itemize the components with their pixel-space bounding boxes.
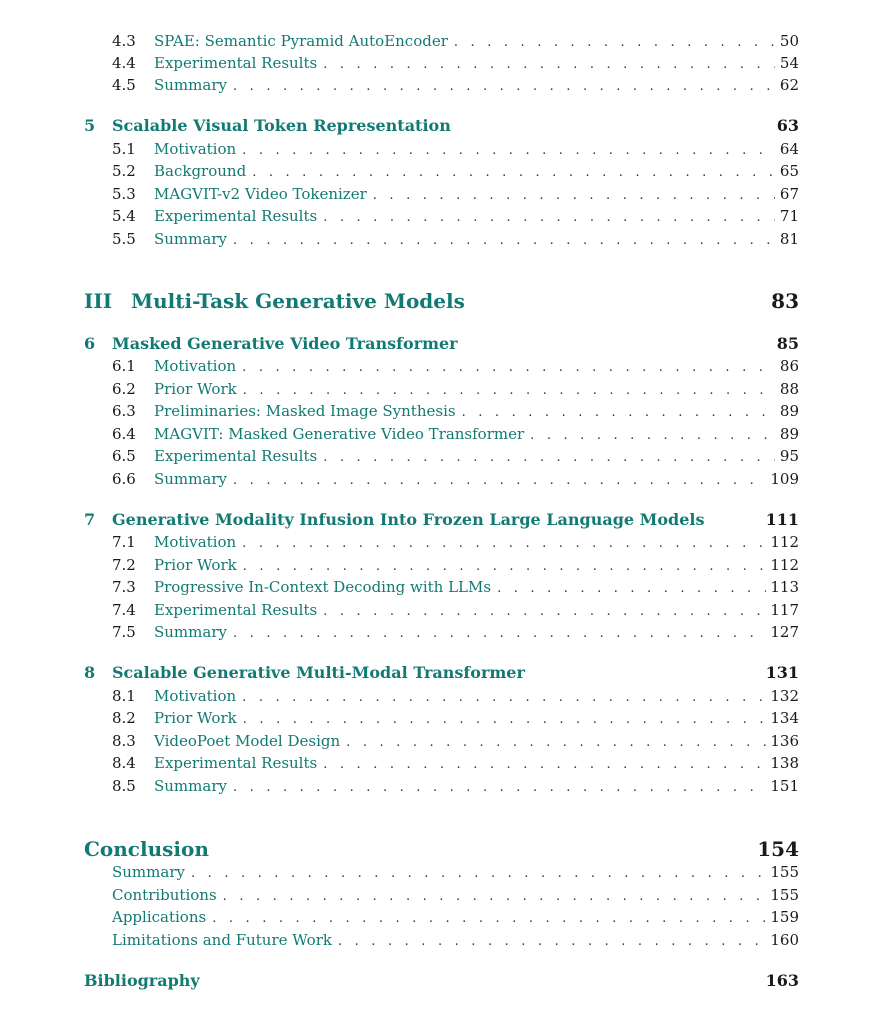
page-number: 127 — [770, 623, 799, 641]
page-number: 154 — [757, 837, 799, 861]
leader-dots — [346, 733, 766, 753]
toc-chapter-8[interactable] — [84, 662, 799, 684]
chapter-number: 8 — [84, 663, 96, 682]
toc-section-7-2[interactable] — [112, 555, 799, 577]
page-number: 62 — [779, 76, 799, 94]
page-number: 136 — [770, 732, 799, 750]
page-number: 132 — [770, 687, 799, 705]
section-title: Motivation — [154, 357, 237, 375]
toc-section-8-4[interactable] — [112, 753, 799, 775]
section-title: Contributions — [112, 886, 217, 904]
toc-conclusion-limitations[interactable] — [112, 930, 799, 952]
section-title: Summary — [154, 470, 227, 488]
page-number: 88 — [779, 380, 799, 398]
toc-section-6-4[interactable] — [112, 424, 799, 446]
leader-dots — [212, 909, 766, 929]
section-title: Preliminaries: Masked Image Synthesis — [154, 402, 456, 420]
toc-section-8-3[interactable] — [112, 731, 799, 753]
page-number: 109 — [770, 470, 799, 488]
page-number: 113 — [770, 578, 799, 596]
leader-dots — [243, 710, 767, 730]
section-number: 4.3 — [112, 32, 136, 50]
page-number: 112 — [770, 533, 799, 551]
page-number: 155 — [770, 863, 799, 881]
section-number: 5.3 — [112, 185, 136, 203]
leader-dots — [373, 186, 775, 206]
page-number: 50 — [779, 32, 799, 50]
section-title: Motivation — [154, 533, 237, 551]
section-title: Background — [154, 162, 247, 180]
leader-dots — [323, 755, 766, 775]
leader-dots — [233, 471, 766, 491]
leader-dots — [252, 163, 775, 183]
toc-section-5-5[interactable] — [112, 229, 799, 251]
toc-section-7-5[interactable] — [112, 622, 799, 644]
section-title: Prior Work — [154, 380, 237, 398]
page-number: 155 — [770, 886, 799, 904]
section-number: 6.2 — [112, 380, 136, 398]
toc-chapter-7[interactable] — [84, 509, 799, 531]
section-title: MAGVIT-v2 Video Tokenizer — [154, 185, 367, 203]
toc-section-8-1[interactable] — [112, 686, 799, 708]
toc-section-4-4[interactable] — [112, 53, 799, 75]
section-number: 7.4 — [112, 601, 136, 619]
leader-dots — [191, 864, 766, 884]
toc-section-5-4[interactable] — [112, 206, 799, 228]
section-number: 8.5 — [112, 777, 136, 795]
leader-dots — [323, 602, 766, 622]
section-number: 8.4 — [112, 754, 136, 772]
page-number: 63 — [776, 116, 799, 135]
toc-conclusion[interactable] — [84, 836, 799, 862]
part-number: III — [84, 289, 113, 313]
conclusion-title: Conclusion — [84, 837, 209, 861]
section-number: 6.4 — [112, 425, 136, 443]
page-number: 159 — [770, 908, 799, 926]
section-number: 6.5 — [112, 447, 136, 465]
toc-section-7-4[interactable] — [112, 600, 799, 622]
leader-dots — [243, 381, 775, 401]
toc-section-8-2[interactable] — [112, 708, 799, 730]
section-title: Motivation — [154, 140, 237, 158]
page-number: 86 — [779, 357, 799, 375]
leader-dots — [323, 448, 775, 468]
section-title: Summary — [154, 623, 227, 641]
page-number: 65 — [779, 162, 799, 180]
section-title: Summary — [112, 863, 185, 881]
page-number: 112 — [770, 556, 799, 574]
section-title: Progressive In-Context Decoding with LLMs — [154, 578, 492, 596]
section-number: 6.1 — [112, 357, 136, 375]
section-title: SPAE: Semantic Pyramid AutoEncoder — [154, 32, 448, 50]
section-number: 5.5 — [112, 230, 136, 248]
section-title: Summary — [154, 76, 227, 94]
section-title: Motivation — [154, 687, 237, 705]
section-number: 4.5 — [112, 76, 136, 94]
toc-conclusion-applications[interactable] — [112, 907, 799, 929]
toc-bibliography[interactable] — [84, 970, 799, 992]
toc-section-8-5[interactable] — [112, 776, 799, 798]
page-number: 67 — [779, 185, 799, 203]
toc-section-6-6[interactable] — [112, 469, 799, 491]
leader-dots — [242, 688, 766, 708]
page-number: 85 — [776, 334, 799, 353]
page-number: 89 — [779, 425, 799, 443]
section-number: 4.4 — [112, 54, 136, 72]
section-number: 7.1 — [112, 533, 136, 551]
section-title: Prior Work — [154, 556, 237, 574]
section-number: 8.1 — [112, 687, 136, 705]
bibliography-title: Bibliography — [84, 971, 200, 990]
leader-dots — [242, 358, 775, 378]
toc-section-5-1[interactable] — [112, 139, 799, 161]
chapter-title: Masked Generative Video Transformer — [112, 334, 458, 353]
page-number: 54 — [779, 54, 799, 72]
page-number: 138 — [770, 754, 799, 772]
leader-dots — [233, 778, 766, 798]
leader-dots — [242, 141, 775, 161]
toc-part-3[interactable] — [84, 288, 799, 314]
section-number: 8.2 — [112, 709, 136, 727]
chapter-number: 5 — [84, 116, 96, 135]
section-number: 5.1 — [112, 140, 136, 158]
section-title: VideoPoet Model Design — [154, 732, 341, 750]
section-number: 8.3 — [112, 732, 136, 750]
leader-dots — [242, 534, 766, 554]
section-title: Prior Work — [154, 709, 237, 727]
page-number: 134 — [770, 709, 799, 727]
toc-section-4-3[interactable] — [112, 31, 799, 53]
section-title: Summary — [154, 230, 227, 248]
section-number: 7.5 — [112, 623, 136, 641]
page-number: 111 — [765, 510, 799, 529]
toc-section-5-2[interactable] — [112, 161, 799, 183]
chapter-title: Scalable Visual Token Representation — [112, 116, 451, 135]
toc-chapter-6[interactable] — [84, 333, 799, 355]
page-number: 81 — [779, 230, 799, 248]
page-number: 95 — [779, 447, 799, 465]
page-number: 83 — [771, 289, 799, 313]
leader-dots — [233, 624, 766, 644]
section-title: MAGVIT: Masked Generative Video Transformer — [154, 425, 525, 443]
leader-dots — [233, 231, 775, 251]
toc-section-7-1[interactable] — [112, 532, 799, 554]
page-number: 131 — [765, 663, 799, 682]
section-number: 7.2 — [112, 556, 136, 574]
toc-section-5-3[interactable] — [112, 184, 799, 206]
page-number: 160 — [770, 931, 799, 949]
section-title: Experimental Results — [154, 754, 318, 772]
toc-section-4-5[interactable] — [112, 75, 799, 97]
section-number: 5.2 — [112, 162, 136, 180]
chapter-number: 6 — [84, 334, 96, 353]
section-number: 7.3 — [112, 578, 136, 596]
page-number: 117 — [770, 601, 799, 619]
section-title: Experimental Results — [154, 447, 318, 465]
toc-section-6-5[interactable] — [112, 446, 799, 468]
section-number: 6.6 — [112, 470, 136, 488]
page-number: 163 — [765, 971, 799, 990]
leader-dots — [233, 77, 775, 97]
section-title: Experimental Results — [154, 601, 318, 619]
leader-dots — [323, 55, 775, 75]
toc-section-6-2[interactable] — [112, 379, 799, 401]
toc-conclusion-summary[interactable] — [112, 862, 799, 884]
section-number: 5.4 — [112, 207, 136, 225]
leader-dots — [530, 426, 775, 446]
toc-section-6-1[interactable] — [112, 356, 799, 378]
page-number: 64 — [779, 140, 799, 158]
leader-dots — [462, 403, 775, 423]
leader-dots — [223, 887, 767, 907]
leader-dots — [497, 579, 766, 599]
toc-section-6-3[interactable] — [112, 401, 799, 423]
chapter-title: Scalable Generative Multi-Modal Transformer — [112, 663, 525, 682]
section-title: Limitations and Future Work — [112, 931, 332, 949]
leader-dots — [323, 208, 775, 228]
toc-section-7-3[interactable] — [112, 577, 799, 599]
page-number: 89 — [779, 402, 799, 420]
page-number: 151 — [770, 777, 799, 795]
toc-conclusion-contributions[interactable] — [112, 885, 799, 907]
section-title: Applications — [112, 908, 207, 926]
leader-dots — [243, 557, 767, 577]
section-title: Experimental Results — [154, 54, 318, 72]
section-title: Experimental Results — [154, 207, 318, 225]
toc-chapter-5[interactable] — [84, 115, 799, 137]
leader-dots — [454, 33, 775, 53]
chapter-number: 7 — [84, 510, 96, 529]
leader-dots — [338, 932, 766, 952]
part-title: Multi-Task Generative Models — [131, 289, 465, 313]
section-title: Summary — [154, 777, 227, 795]
page-number: 71 — [779, 207, 799, 225]
chapter-title: Generative Modality Infusion Into Frozen Large Language Models — [112, 510, 705, 529]
section-number: 6.3 — [112, 402, 136, 420]
